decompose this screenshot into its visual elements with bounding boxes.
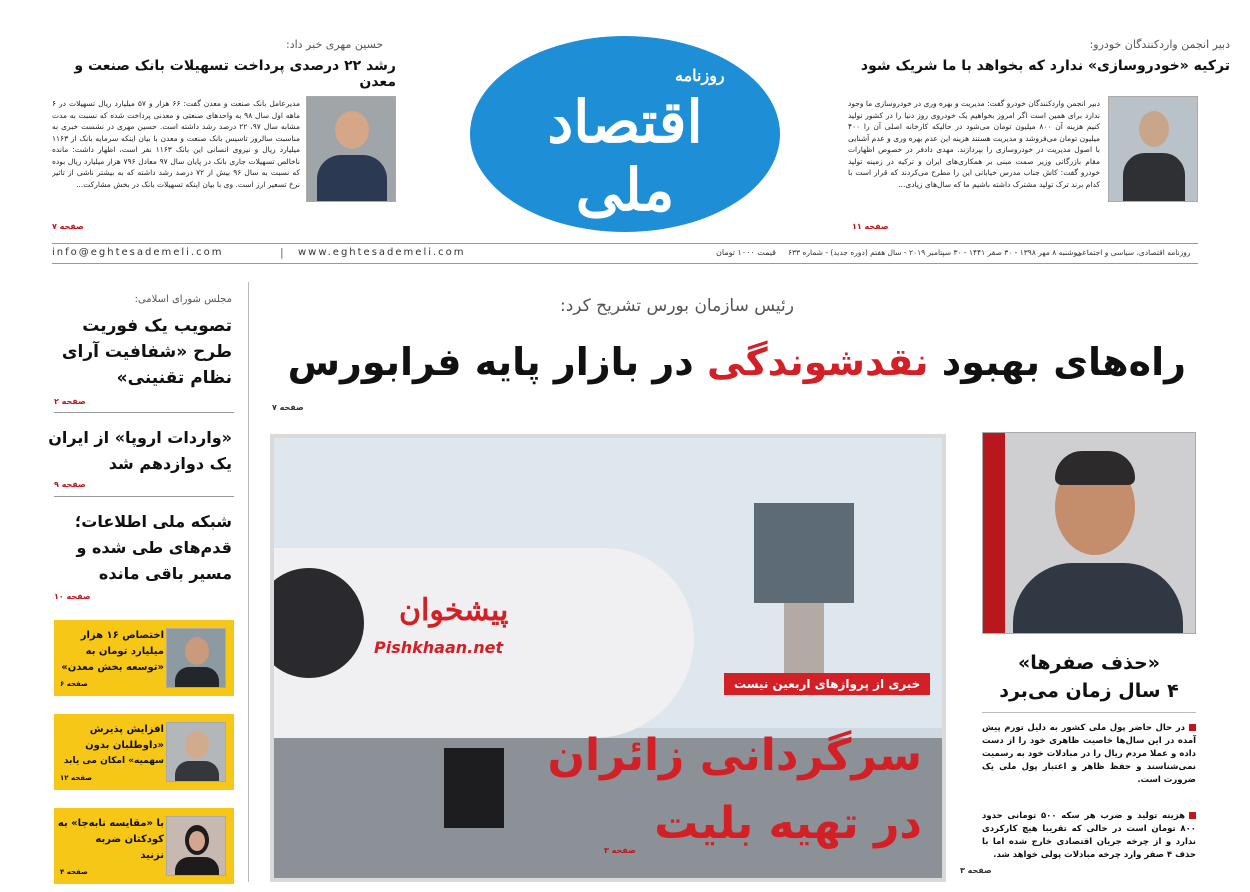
left-s2-line1: «واردات اروپا» از ایران (48, 428, 232, 447)
top-left-kicker: حسین مهری خبر داد: (286, 38, 384, 51)
photo-headline-line2: در تهیه بلیت (654, 798, 922, 849)
photo-headline-line1: سرگردانی زائران (547, 730, 922, 781)
main-page[interactable]: صفحه ۷ (272, 403, 304, 412)
left-s3-line2: قدم‌های طی شده و (76, 538, 232, 557)
main-headline-red: نقدشوندگی (707, 340, 929, 384)
watermark-url: Pishkhaan.net (374, 638, 504, 657)
yellow-box-2-photo (166, 722, 226, 782)
top-right-headline: ترکیه «خودروسازی» ندارد که بخواهد با ما شریک شود (860, 58, 1230, 74)
infobar (52, 246, 1198, 262)
yellow-box-3-page: صفحه ۴ (60, 868, 88, 876)
left-rule-1 (54, 412, 234, 413)
yellow-box-2-page: صفحه ۱۲ (60, 774, 93, 782)
infobar-type: روزنامه اقتصادی، سیاسی و اجتماعی (1076, 248, 1191, 257)
left-yellow-box-2[interactable] (54, 714, 234, 790)
left-s3-line1: شبکه ملی اطلاعات؛ (74, 512, 232, 531)
right-col-photo (982, 432, 1196, 634)
left-yellow-box-3[interactable] (54, 808, 234, 884)
left-s2-line2: یک دوازدهم شد (108, 454, 232, 473)
tower-top (754, 503, 854, 603)
photo-page[interactable]: صفحه ۳ (604, 846, 636, 855)
flag-stripe (983, 433, 1005, 634)
top-right-photo (1108, 96, 1198, 202)
infobar-bottom-rule (52, 263, 1198, 264)
yellow-box-2-line2: «داوطلبان بدون (85, 740, 164, 751)
portrait-hair (1055, 451, 1135, 485)
infobar-price: قیمت ۱۰۰۰ تومان (716, 248, 776, 257)
top-left-page[interactable]: صفحه ۷ (52, 222, 84, 231)
portrait-body (317, 155, 387, 202)
photo-tag: خبری از پروازهای اربعین نیست (724, 673, 930, 695)
main-kicker: رئیس سازمان بورس تشریح کرد: (560, 296, 794, 316)
tower-shaft (784, 603, 824, 683)
watermark-logo: پیشخوان (399, 593, 509, 628)
right-col-headline-line1: «حذف صفرها» (1017, 652, 1161, 674)
main-headline (266, 340, 1186, 384)
photo-story (270, 434, 946, 882)
right-col-para1-text: در حال حاضر پول ملی کشور به دلیل تورم پیش آمده در این سال‌ها خاصیت ظاهری خود را از دست داده و عملا مردم ریال را در مبادلات خود به رسمیت نمی‌شناسند و حفظ ظاهر و اعتبار پول ملی یک ضرورت است. (982, 723, 1196, 785)
bullet-icon (1189, 724, 1196, 731)
left-col-divider (248, 282, 249, 882)
left-rule-2 (54, 496, 234, 497)
yellow-box-3-photo (166, 816, 226, 876)
infobar-site[interactable]: www.eghtesademeli.com (298, 247, 466, 258)
portrait-body (175, 761, 219, 782)
right-col-headline-line2: ۴ سال زمان می‌برد (999, 680, 1179, 702)
top-right-body: دبیر انجمن واردکنندگان خودرو گفت: مدیریت و بهره وری در خودروسازی ما وجود ندارد برای همین است اگر امروز بخواهیم یک خودروی روز دنیا را در کشور تولید کنیم هزینه آن ۸۰۰ میلیون تومان می‌شود در حالیکه کارخانه اصلی آن را ۴۰۰ میلیون تومان می‌فروشد و مدیریت هستند هزینه این عدم بهره وری و عدم آشنایی با اصول مدیریت در خودروسازی را بپردازند. مهدی دادفر در خصوص اظهارات مقام بازرگانی وزیر صمت مبنی بر همکاری‌های ایران و ترکیه در زمینه تولید خودرو گفت: کاش جناب مدرس خیابانی این را مطرح می‌کردند که قرار است با کدام برند ترک تولید مشترک داشته باشیم ما که سال‌های زیادی... (848, 99, 1100, 189)
main-headline-part2: در بازار پایه فرابورس (287, 340, 708, 384)
yellow-box-1-photo (166, 628, 226, 688)
yellow-box-1-line2: میلیارد تومان به (85, 646, 164, 657)
left-s2-page[interactable]: صفحه ۹ (54, 480, 86, 489)
infobar-email[interactable]: info@eghtesademeli.com (52, 247, 224, 258)
portrait-head (1139, 111, 1169, 147)
landing-gear (444, 748, 504, 828)
masthead-title: اقتصاد ملی (547, 88, 703, 224)
yellow-box-1-line3: «توسعه بخش معدن» (61, 662, 164, 673)
control-tower (754, 493, 854, 683)
infobar-top-rule (52, 243, 1198, 244)
right-col-para2 (982, 810, 1196, 862)
top-left-photo (306, 96, 396, 202)
portrait-body (1123, 153, 1185, 202)
infobar-divider: | (280, 246, 284, 259)
portrait-head (335, 111, 369, 149)
portrait-face (189, 831, 205, 851)
right-col-page[interactable]: صفحه ۳ (960, 866, 992, 875)
yellow-box-3-line2: کودکتان ضربه (95, 834, 164, 845)
top-right-kicker: دبیر انجمن واردکنندگان خودرو: (1089, 38, 1230, 51)
yellow-box-2-line1: افزایش پذیرش (89, 724, 164, 735)
left-s1-line2: طرح «شفافیت آرای (61, 342, 232, 362)
portrait-body (175, 667, 219, 688)
yellow-box-2-line3: سهمیه» امکان می یابد (63, 756, 164, 766)
left-s3-page[interactable]: صفحه ۱۰ (54, 592, 91, 601)
top-left-body: مدیرعامل بانک صنعت و معدن گفت: ۶۶ هزار و ۵۷ میلیارد ریال تسهیلات در ۶ ماهه اول سال ۹۸ به واحدهای صنعتی و معدنی پرداخت شده که نسبت به مدت مشابه سال ۹۷، ۲۲ درصد رشد داشته است. حسین مهری در نشست خبری به مناسبت سالروز تاسیس بانک صنعت و معدن با بیان اینکه سرمایه بانک از ۱۱۶۳ میلیارد ریال و نیروی انسانی این بانک ۱۱۶۳ نفر است، اظهار داشت: مانده ناخالص تسهیلات جاری بانک در پایان سال ۹۷ معادل ۷۹۶ هزار میلیارد ریال بوده که نسبت به سال ۹۶ بیش از ۷۲ درصد رشد داشته که به بیشتر ناشی از تاثیر نرخ تسعیر ارز است. وی با بیان اینکه تسهیلات بانک در بخش مشارکت... (52, 99, 300, 189)
yellow-box-3-line3: نزنید (140, 850, 164, 861)
portrait-body (175, 857, 219, 876)
left-s1-page[interactable]: صفحه ۲ (54, 397, 86, 406)
yellow-box-3-line1: با «مقایسه نابه‌جا» به (57, 818, 164, 829)
left-s3-line3: مسیر باقی مانده (98, 564, 232, 583)
right-col-para2-text: هزینه تولید و ضرب هر سکه ۵۰۰ تومانی حدود ۸۰۰ تومان است در حالی که تقریبا هیچ کارکردی ندارد و از چرخه جریان اقتصادی خارج شده اما با حذف ۴ صفر وارد چرخه مبادلات پولی خواهد شد. (982, 811, 1196, 860)
yellow-box-1-line1: اختصاص ۱۶ هزار (80, 630, 164, 641)
right-col-rule (982, 712, 1196, 713)
left-col-kicker: مجلس شورای اسلامی: (134, 294, 232, 305)
portrait-head (185, 637, 209, 665)
top-left-headline: رشد ۲۲ درصدی پرداخت تسهیلات بانک صنعت و معدن (74, 58, 396, 90)
left-yellow-box-1[interactable] (54, 620, 234, 696)
bullet-icon (1189, 812, 1196, 819)
portrait-head (185, 731, 209, 759)
infobar-date: دوشنبه ۸ مهر ۱۳۹۸ - ۳۰ صفر ۱۴۴۱ - ۳۰ سپتامبر ۲۰۱۹ - سال هفتم (دوره جدید) - شماره ۶۳۳ (788, 248, 1081, 257)
yellow-box-1-page: صفحه ۶ (60, 680, 88, 688)
left-s1-line3: نظام تقنینی» (116, 368, 232, 388)
portrait-body (1013, 563, 1183, 634)
right-col-para1 (982, 722, 1196, 787)
masthead-logo (470, 36, 780, 232)
masthead-subtitle: روزنامه (675, 66, 725, 85)
top-right-page[interactable]: صفحه ۱۱ (852, 222, 889, 231)
main-headline-part1: راه‌های بهبود (928, 340, 1186, 384)
left-s1-line1: تصویب یک فوریت (82, 316, 232, 336)
